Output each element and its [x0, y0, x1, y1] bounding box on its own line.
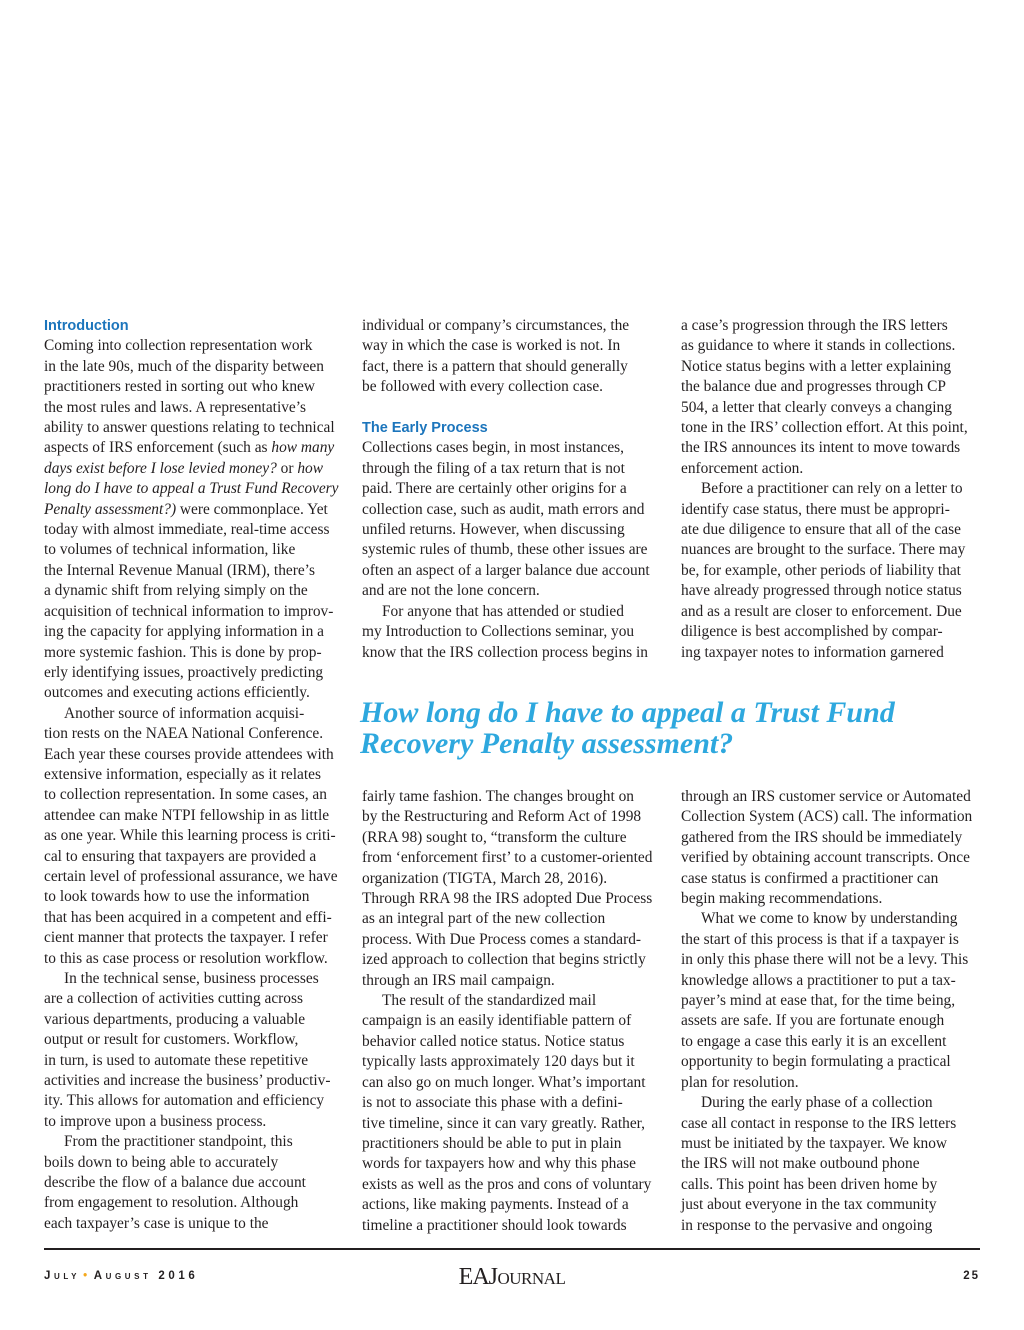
logo-ea: EA: [458, 1264, 489, 1290]
paragraph: [362, 438, 662, 601]
text-line: Each year these courses provide attendees with: [44, 745, 334, 763]
text-line: are a collection of activities cutting across: [44, 990, 303, 1008]
text-line: (RRA 98) sought to, “transform the culture: [362, 828, 627, 846]
article-column-3-top: [681, 316, 981, 663]
text-line: tive timeline, since it can vary greatly. Rather,: [362, 1114, 646, 1132]
paragraph: [681, 787, 981, 909]
text-line: to engage a case this early it is an excellent: [681, 1032, 947, 1050]
text-line: What we come to know by understanding: [701, 910, 958, 928]
text-line: [44, 479, 344, 499]
text-line: just about everyone in the tax community: [681, 1196, 937, 1214]
text-line: paid. There are certainly other origins for a: [362, 480, 627, 498]
text-segment: or: [276, 459, 298, 477]
text-line: erly identifying issues, proactively predicting: [44, 663, 324, 681]
article-column-2-top: [362, 316, 662, 663]
text-line: During the early phase of a collection: [701, 1094, 933, 1112]
article-column-2-bottom: [362, 787, 662, 1236]
text-line: a dynamic shift from relying simply on the: [44, 582, 308, 600]
text-line: is not to associate this phase with a defini-: [362, 1094, 623, 1112]
text-line: begin making recommendations.: [681, 890, 883, 908]
text-line: systemic rules of thumb, these other issues are: [362, 541, 648, 559]
paragraph: [44, 969, 344, 1132]
text-line: the start of this process is that if a taxpayer is: [681, 930, 959, 948]
text-line: be, for example, other periods of liability that: [681, 561, 961, 579]
text-segment: were commonplace. Yet: [176, 500, 328, 518]
text-line: more systemic fashion. This is done by prop-: [44, 643, 322, 661]
text-line: today with almost immediate, real-time access: [44, 521, 330, 539]
footer-divider: [44, 1248, 980, 1250]
text-line: Collections cases begin, in most instances,: [362, 439, 625, 457]
text-line: case all contact in response to the IRS letters: [681, 1114, 957, 1132]
text-line: activities and increase the business’ productiv-: [44, 1072, 331, 1090]
text-line: through an IRS mail campaign.: [362, 971, 555, 989]
paragraph: [44, 704, 344, 969]
text-line: [44, 500, 344, 520]
text-line: exists as well as the pros and cons of voluntary: [362, 1175, 652, 1193]
text-line: enforcement action.: [681, 459, 804, 477]
text-line: attendee can make NTPI fellowship in as little: [44, 806, 330, 824]
text-line: Before a practitioner can rely on a letter to: [701, 480, 963, 498]
text-line: Another source of information acquisi-: [64, 704, 305, 722]
issue-month-end: August 2016: [93, 1270, 199, 1282]
text-line: ate due diligence to ensure that all of the case: [681, 521, 961, 539]
text-line: extensive information, especially as it relates: [44, 765, 321, 783]
text-line: [44, 438, 344, 458]
text-line: to improve upon a business process.: [44, 1112, 267, 1130]
paragraph: [362, 602, 662, 663]
text-line: ity. This allows for automation and efficiency: [44, 1092, 325, 1110]
section-heading: The Early Process: [362, 420, 488, 437]
text-line: from engagement to resolution. Although: [44, 1194, 299, 1212]
paragraph: [362, 316, 662, 398]
issue-separator: •: [83, 1270, 91, 1282]
text-line: boils down to being able to accurately: [44, 1153, 279, 1171]
text-line: through an IRS customer service or Automated: [681, 788, 971, 805]
text-line: nuances are brought to the surface. There may: [681, 541, 966, 559]
article-column-1: [44, 316, 344, 1234]
text-line: unfiled returns. However, when discussing: [362, 521, 625, 539]
text-line: diligence is best accomplished by compar-: [681, 623, 943, 641]
text-line: each taxpayer’s case is unique to the: [44, 1214, 269, 1232]
text-line: as guidance to where it stands in collections.: [681, 337, 956, 355]
text-line: assets are safe. If you are fortunate enough: [681, 1012, 945, 1030]
text-line: The result of the standardized mail: [382, 992, 597, 1010]
text-line: Collection System (ACS) call. The information: [681, 808, 973, 826]
text-line: and are not the lone concern.: [362, 582, 540, 600]
text-line: to look towards how to use the information: [44, 888, 310, 906]
text-line: certain level of professional assurance, we have: [44, 867, 338, 885]
text-line: in response to the pervasive and ongoing: [681, 1216, 933, 1234]
paragraph: [681, 1093, 981, 1236]
text-line: Notice status begins with a letter explaining: [681, 357, 952, 375]
text-line: in the late 90s, much of the disparity between: [44, 357, 324, 375]
text-line: to this as case process or resolution workflow.: [44, 949, 328, 967]
text-line: collection case, such as audit, math errors and: [362, 500, 645, 518]
text-line: fact, there is a pattern that should generally: [362, 357, 628, 375]
text-line: often an aspect of a larger balance due account: [362, 561, 650, 579]
text-line: in only this phase there will not be a levy. This: [681, 951, 969, 969]
text-line: Through RRA 98 the IRS adopted Due Process: [362, 890, 653, 908]
text-line: practitioners should be able to put in plain: [362, 1134, 622, 1152]
text-line: and as a result are closer to enforcement. Due: [681, 602, 962, 620]
italic-text: Penalty assessment?): [44, 500, 177, 518]
text-line: ing taxpayer notes to information garnered: [681, 643, 944, 661]
text-line: fairly tame fashion. The changes brought on: [362, 788, 634, 805]
paragraph: [681, 909, 981, 1093]
text-line: cient manner that protects the taxpayer. I refer: [44, 929, 328, 947]
text-line: in turn, is used to automate these repetitive: [44, 1051, 309, 1069]
text-line: 504, a letter that clearly conveys a changing: [681, 398, 952, 416]
text-line: typically lasts approximately 120 days but it: [362, 1053, 635, 1071]
text-line: For anyone that has attended or studied: [382, 602, 624, 620]
text-segment: aspects of IRS enforcement (such as: [44, 439, 272, 457]
text-line: organization (TIGTA, March 28, 2016).: [362, 869, 608, 887]
logo-journal: Journal: [488, 1264, 566, 1290]
text-line: ing the capacity for applying information in a: [44, 623, 324, 641]
italic-text: how: [297, 459, 323, 477]
text-line: outcomes and executing actions efficiently.: [44, 684, 310, 702]
text-line: the balance due and progresses through CP: [681, 378, 946, 396]
text-line: words for taxpayers how and why this phase: [362, 1155, 636, 1173]
text-line: ized approach to collection that begins strictly: [362, 951, 646, 969]
text-line: process. With Due Process comes a standard-: [362, 930, 642, 948]
text-line: knowledge allows a practitioner to put a tax-: [681, 971, 956, 989]
text-line: case status is confirmed a practitioner can: [681, 869, 939, 887]
text-line: describe the flow of a balance due account: [44, 1174, 306, 1192]
text-line: practitioners rested in sorting out who knew: [44, 378, 315, 396]
text-line: way in which the case is worked is not. In: [362, 337, 621, 355]
pull-quote: [360, 697, 990, 759]
text-line: the IRS will not make outbound phone: [681, 1155, 920, 1173]
italic-text: long do I have to appeal a Trust Fund Recovery: [44, 480, 339, 498]
paragraph: [44, 1132, 344, 1234]
ea-journal-logo: [0, 1264, 1024, 1291]
paragraph: [44, 336, 344, 703]
paragraph: [681, 479, 981, 663]
text-line: have already progressed through notice status: [681, 582, 962, 600]
issue-month-start: July: [44, 1270, 81, 1282]
text-line: the most rules and laws. A representative’s: [44, 398, 307, 416]
text-line: can also go on much longer. What’s important: [362, 1073, 646, 1091]
text-line: calls. This point has been driven home by: [681, 1175, 938, 1193]
text-line: individual or company’s circumstances, the: [362, 317, 630, 334]
text-line: campaign is an easily identifiable pattern of: [362, 1012, 632, 1030]
text-line: output or result for customers. Workflow,: [44, 1031, 299, 1049]
text-line: cal to ensuring that taxpayers are provided a: [44, 847, 317, 865]
text-line: from ‘enforcement first’ to a customer-oriented: [362, 849, 653, 867]
text-line: the IRS announces its intent to move towards: [681, 439, 961, 457]
text-line: tion rests on the NAEA National Conference.: [44, 725, 324, 743]
text-line: by the Restructuring and Reform Act of 1998: [362, 808, 642, 826]
text-line: be followed with every collection case.: [362, 378, 604, 396]
text-line: as an integral part of the new collection: [362, 910, 606, 928]
text-line: the Internal Revenue Manual (IRM), there’s: [44, 561, 315, 579]
text-line: ability to answer questions relating to technical: [44, 419, 335, 437]
pull-quote-line: Recovery Penalty assessment?: [360, 727, 734, 760]
text-line: verified by obtaining account transcripts. Once: [681, 849, 970, 867]
text-line: In the technical sense, business processes: [64, 970, 319, 988]
italic-text: how many: [271, 439, 335, 457]
text-line: behavior called notice status. Notice status: [362, 1032, 625, 1050]
text-line: to volumes of technical information, like: [44, 541, 296, 559]
page-number: 25: [963, 1270, 980, 1282]
text-line: that has been acquired in a competent and effi-: [44, 908, 332, 926]
text-line: a case’s progression through the IRS letters: [681, 317, 948, 334]
italic-text: days exist before I lose levied money?: [44, 459, 277, 477]
text-line: payer’s mind at ease that, for the time being,: [681, 992, 956, 1010]
text-line: plan for resolution.: [681, 1073, 799, 1091]
text-line: know that the IRS collection process begins in: [362, 643, 648, 661]
text-line: through the filing of a tax return that is not: [362, 459, 625, 477]
text-line: must be initiated by the taxpayer. We know: [681, 1134, 948, 1152]
section-heading: Introduction: [44, 318, 129, 334]
article-column-3-bottom: [681, 787, 981, 1236]
paragraph: [681, 316, 981, 479]
text-line: [44, 459, 344, 479]
paragraph: [362, 787, 662, 991]
text-line: identify case status, there must be appropri-: [681, 500, 950, 518]
text-line: From the practitioner standpoint, this: [64, 1133, 293, 1151]
text-line: Coming into collection representation work: [44, 337, 313, 355]
text-line: to collection representation. In some cases, an: [44, 786, 327, 804]
text-line: acquisition of technical information to improv-: [44, 602, 334, 620]
paragraph: [362, 991, 662, 1236]
text-line: timeline a practitioner should look towards: [362, 1216, 627, 1234]
text-line: actions, like making payments. Instead of a: [362, 1196, 629, 1214]
pull-quote-line: How long do I have to appeal a Trust Fund: [360, 696, 895, 729]
text-line: tone in the IRS’ collection effort. At this point,: [681, 419, 968, 437]
text-line: as one year. While this learning process is criti-: [44, 827, 336, 845]
text-line: gathered from the IRS should be immediately: [681, 828, 963, 846]
text-line: my Introduction to Collections seminar, you: [362, 623, 635, 641]
text-line: various departments, producing a valuable: [44, 1010, 306, 1028]
text-line: opportunity to begin formulating a practical: [681, 1053, 951, 1071]
